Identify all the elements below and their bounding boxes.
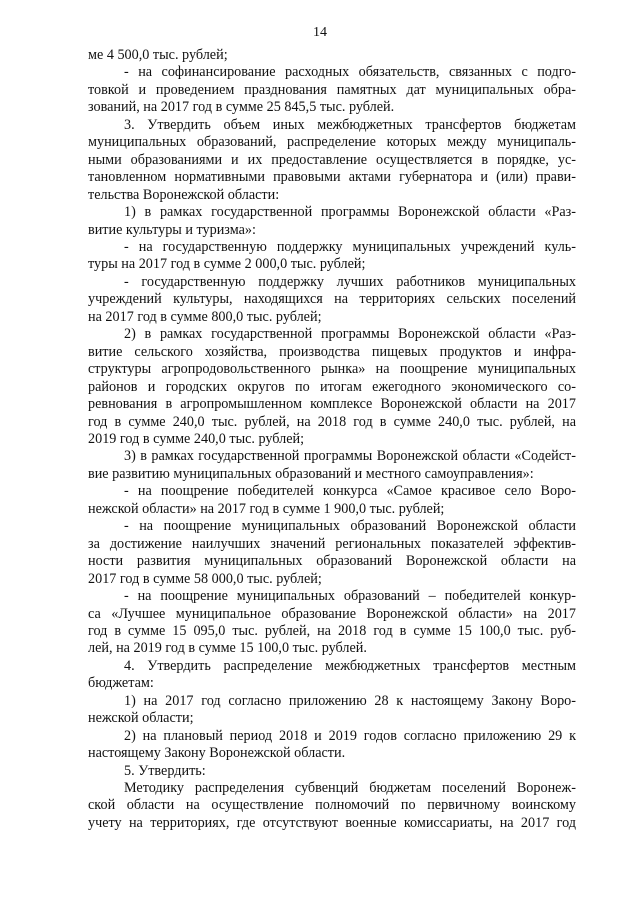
text-line: 3) в рамках государственной программы Воронежской области «Содейст- (124, 448, 576, 465)
text-line: витие сельского хозяйства, производства пищевых продуктов и инфра- (88, 343, 576, 360)
text-line: 3. Утвердить объем иных межбюджетных трансфертов бюджетам (124, 116, 576, 133)
text-line: лей, на 2019 год в сумме 15 100,0 тыс. рублей. (88, 640, 367, 657)
text-line: ности развития муниципальных образований Воронежской области на (88, 553, 576, 570)
text-line: муниципальных образований, распределение которых между муниципаль- (88, 134, 576, 151)
text-line: 4. Утвердить распределение межбюджетных трансфертов местным (124, 657, 576, 674)
text-line: Методику распределения субвенций бюджетам поселений Воронеж- (124, 780, 576, 797)
text-line: ными образованиями и их предоставление осуществляется в порядке, ус- (88, 151, 576, 168)
text-line: 1) на 2017 год согласно приложению 28 к настоящему Закону Воро- (124, 692, 576, 709)
text-line: зований, на 2017 год в сумме 25 845,5 тыс. рублей. (88, 99, 395, 116)
text-line: год в сумме 240,0 тыс. рублей, на 2018 год в сумме 240,0 тыс. рублей, на (88, 413, 576, 430)
text-line: туры на 2017 год в сумме 2 000,0 тыс. рублей; (88, 256, 366, 273)
text-line: 2019 год в сумме 240,0 тыс. рублей; (88, 430, 305, 447)
text-line: вие развитию муниципальных образований и местного самоуправления»: (88, 465, 534, 482)
text-line: структуры агропродовольственного рынка» на поощрение муниципальных (88, 361, 576, 378)
text-line: са «Лучшее муниципальное образование Воронежской области» на 2017 (88, 605, 576, 622)
text-line: товкой и проведением празднования памятных дат муниципальных обра- (88, 81, 576, 98)
text-line: нежской области» на 2017 год в сумме 1 900,0 тыс. рублей; (88, 500, 445, 517)
text-line: на 2017 год в сумме 800,0 тыс. рублей; (88, 308, 322, 325)
text-line: - на поощрение муниципальных образований Воронежской области (124, 518, 576, 535)
text-line: тановленном нормативными правовыми актами губернатора и (или) прави- (88, 169, 576, 186)
text-line: нежской области; (88, 710, 194, 727)
text-line: - на поощрение муниципальных образований – победителей конкур- (124, 588, 576, 605)
text-line: витие культуры и туризма»: (88, 221, 256, 238)
text-line: настоящему Закону Воронежской области. (88, 745, 346, 762)
text-line: тельства Воронежской области: (88, 186, 280, 203)
text-line: бюджетам: (88, 675, 154, 692)
text-line: год в сумме 15 095,0 тыс. рублей, на 2018 год в сумме 15 100,0 тыс. руб- (88, 622, 576, 639)
text-line: 2) на плановый период 2018 и 2019 годов согласно приложению 29 к (124, 727, 576, 744)
text-line: 2) в рамках государственной программы Воронежской области «Раз- (124, 326, 576, 343)
text-line: - на государственную поддержку муниципальных учреждений куль- (124, 238, 576, 255)
text-line: - на поощрение победителей конкурса «Самое красивое село Воро- (124, 483, 576, 500)
text-line: 2017 год в сумме 58 000,0 тыс. рублей; (88, 570, 322, 587)
page-number: 14 (313, 25, 327, 40)
text-line: ме 4 500,0 тыс. рублей; (88, 47, 228, 63)
text-line: за достижение наилучших значений региональных показателей эффектив- (88, 535, 576, 552)
text-line: учету на территориях, где отсутствуют военные комиссариаты, на 2017 год (88, 814, 576, 831)
text-line: районов и городских округов по итогам ежегодного экономического со- (88, 378, 576, 395)
text-line: ской области на осуществление полномочий по первичному воинскому (88, 797, 576, 814)
text-line: учреждений культуры, находящихся на территориях сельских поселений (88, 291, 576, 308)
text-line: - государственную поддержку лучших работников муниципальных (124, 273, 576, 290)
text-line: 5. Утвердить: (124, 762, 206, 779)
text-line: 1) в рамках государственной программы Воронежской области «Раз- (124, 204, 576, 221)
text-line: - на софинансирование расходных обязательств, связанных с подго- (124, 64, 576, 81)
document-body (88, 47, 576, 832)
text-line: ревнования в агропромышленном комплексе Воронежской области на 2017 (88, 396, 576, 413)
